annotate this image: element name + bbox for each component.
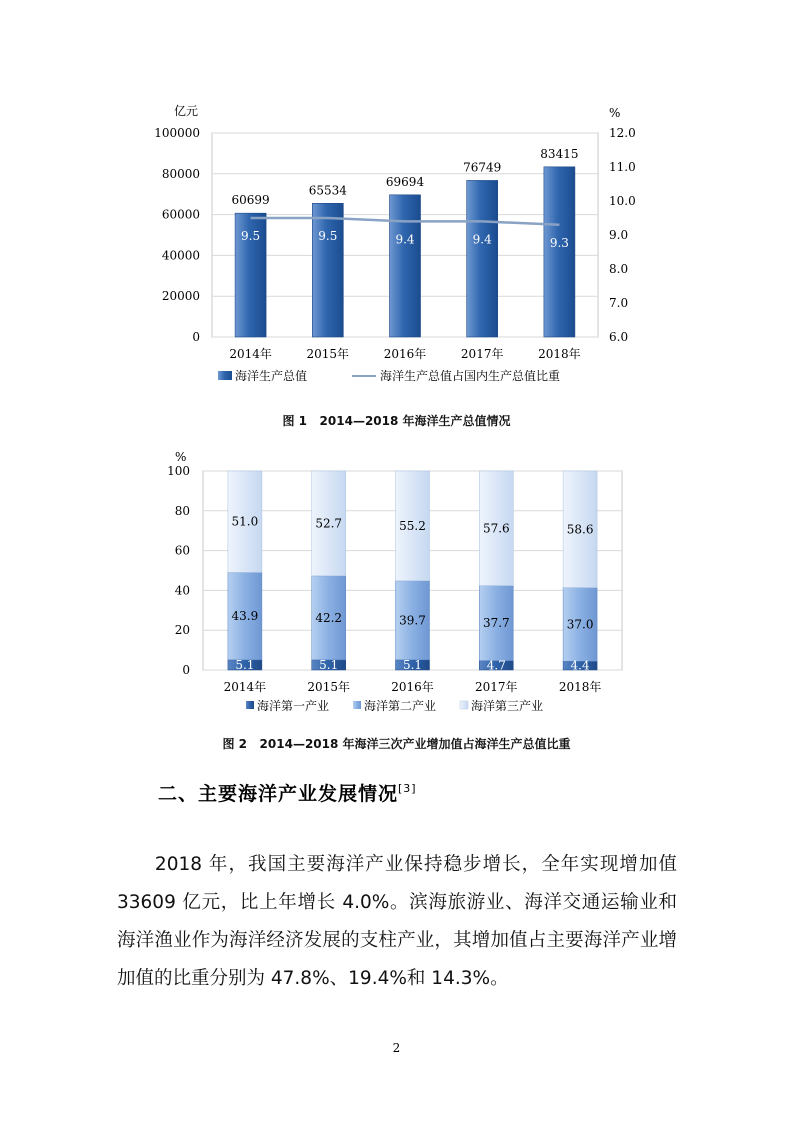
section-heading-text: 二、主要海洋产业发展情况	[158, 783, 399, 805]
legend-swatch-primary	[246, 701, 254, 709]
share-line-label: 9.4	[395, 232, 415, 247]
right-tick-label: 8.0	[609, 262, 629, 276]
gdp-bar-label: 60699	[231, 193, 270, 208]
segment-label: 57.6	[482, 521, 510, 536]
left-tick-label: 40000	[161, 248, 200, 263]
segment-label: 37.7	[482, 616, 510, 631]
x-tick-label: 2018年	[558, 680, 602, 694]
segment-label: 37.0	[566, 617, 594, 632]
right-tick-label: 7.0	[609, 296, 629, 310]
share-line-label: 9.5	[318, 229, 338, 243]
chart-gdp	[154, 104, 636, 383]
gdp-bar	[544, 167, 575, 337]
right-tick-label: 6.0	[609, 330, 629, 344]
share-line-label: 9.3	[549, 235, 569, 250]
share-line-label: 9.5	[241, 229, 261, 243]
left-tick-label: 100000	[154, 126, 200, 140]
segment-label: 52.7	[315, 516, 343, 531]
left-tick-label: 80000	[161, 166, 200, 181]
legend-label-primary: 海洋第一产业	[257, 699, 330, 713]
y-tick-label: 20	[174, 623, 190, 638]
legend	[218, 368, 560, 383]
figure-2-caption	[0, 735, 793, 752]
figure-1-caption	[0, 412, 793, 429]
left-tick-label: 0	[192, 330, 200, 344]
legend-label-tertiary: 海洋第三产业	[471, 699, 544, 713]
x-tick-label: 2014年	[229, 347, 272, 361]
legend	[246, 698, 543, 713]
section-heading	[158, 779, 417, 806]
legend-label-secondary: 海洋第二产业	[364, 699, 437, 713]
left-tick-label: 20000	[161, 289, 200, 304]
right-tick-label: 10.0	[609, 194, 636, 208]
segment-label: 55.2	[399, 518, 426, 533]
gdp-bar	[312, 203, 343, 337]
left-tick-label: 60000	[161, 207, 200, 222]
x-tick-label: 2016年	[383, 347, 427, 361]
legend-swatch-bar	[218, 371, 232, 380]
y-tick-label: 40	[174, 583, 190, 598]
right-axis-unit: %	[609, 106, 621, 120]
gdp-bar	[467, 180, 498, 337]
chart-industry-share	[167, 450, 622, 713]
x-tick-label: 2014年	[223, 680, 267, 694]
segment-label: 5.1	[235, 657, 255, 672]
right-tick-label: 12.0	[609, 126, 636, 140]
axis-unit: %	[175, 450, 187, 464]
gdp-bar	[390, 195, 421, 337]
footnote-ref[interactable]: [3]	[398, 782, 417, 795]
y-tick-label: 0	[182, 663, 190, 677]
y-tick-label: 60	[174, 543, 190, 558]
legend-swatch-tertiary	[460, 701, 468, 709]
segment-label: 58.6	[566, 522, 594, 537]
page-number: 2	[392, 1041, 401, 1055]
gdp-bar-label: 69694	[385, 174, 425, 189]
y-tick-label: 80	[174, 503, 190, 518]
x-tick-label: 2017年	[475, 680, 518, 694]
y-tick-label: 100	[167, 464, 190, 478]
legend-label-bar: 海洋生产总值	[235, 369, 308, 383]
share-line-label: 9.4	[472, 232, 492, 247]
x-tick-label: 2016年	[391, 680, 434, 694]
x-tick-label: 2015年	[307, 680, 350, 694]
figure-1-title: 2014—2018 年海洋生产总值情况	[319, 414, 511, 428]
figure-2-number: 图 2	[222, 737, 247, 751]
segment-label: 4.7	[486, 658, 506, 673]
segment-label: 39.7	[399, 613, 426, 628]
body-paragraph: 2018 年，我国主要海洋产业保持稳步增长，全年实现增加值 33609 亿元，比上年增长 4.0%。滨海旅游业、海洋交通运输业和海洋渔业作为海洋经济发展的支柱产业，其增加值占主要海洋产业增加值的比重分别为 47.8%、19.4%和 14.3%。	[117, 854, 677, 989]
right-tick-label: 11.0	[609, 160, 636, 174]
figure-2-title: 2014—2018 年海洋三次产业增加值占海洋生产总值比重	[259, 737, 571, 751]
gdp-bar-label: 83415	[540, 146, 579, 161]
segment-label: 43.9	[231, 609, 259, 624]
segment-label: 5.1	[402, 657, 423, 672]
right-tick-label: 9.0	[609, 228, 629, 242]
segment-label: 51.0	[231, 514, 259, 529]
x-tick-label: 2018年	[538, 347, 581, 361]
segment-label: 4.4	[570, 658, 590, 673]
x-tick-label: 2017年	[460, 347, 504, 361]
legend-swatch-secondary	[353, 701, 361, 709]
segment-label: 5.1	[319, 657, 339, 672]
figure-1-number: 图 1	[282, 414, 307, 428]
legend-label-line: 海洋生产总值占国内生产总值比重	[380, 369, 561, 383]
left-axis-unit: 亿元	[174, 104, 199, 118]
x-tick-label: 2015年	[306, 347, 350, 361]
gdp-bar-label: 65534	[308, 183, 347, 198]
segment-label: 42.2	[315, 610, 343, 625]
gdp-bar-label: 76749	[463, 160, 502, 175]
